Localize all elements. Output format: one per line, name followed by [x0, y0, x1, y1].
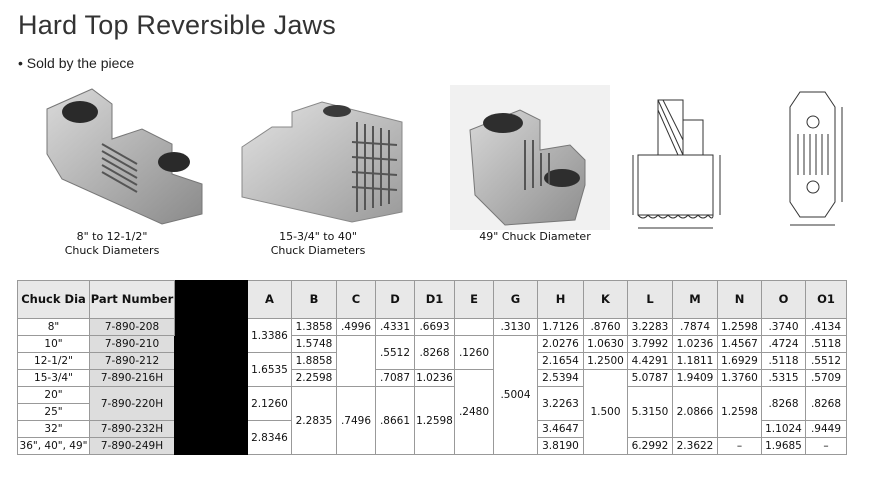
cell-c: .7496 — [337, 387, 376, 455]
col-header-e: E — [455, 281, 494, 319]
cell-h: 2.0276 — [538, 336, 584, 353]
jaw-photo-small — [42, 84, 217, 229]
cell-chuck-dia: 10" — [18, 336, 90, 353]
cell-m: .7874 — [673, 319, 718, 336]
cell-n: 1.4567 — [718, 336, 762, 353]
cell-c-empty — [337, 336, 376, 387]
top-view-drawing — [780, 82, 855, 232]
cell-b: 2.2598 — [292, 370, 337, 387]
jaw-photo-large — [232, 97, 410, 225]
col-header-o: O — [762, 281, 806, 319]
cell-o: .5315 — [762, 370, 806, 387]
cell-b: 1.5748 — [292, 336, 337, 353]
table-row — [18, 370, 847, 387]
cell-chuck-dia: 25" — [18, 404, 90, 421]
caption-line1: 8" to 12-1/2" — [76, 230, 148, 243]
cell-o: .3740 — [762, 319, 806, 336]
col-header-l: L — [628, 281, 673, 319]
table-row — [18, 387, 847, 404]
cell-b: 2.2835 — [292, 387, 337, 455]
caption-line2: Chuck Diameters — [64, 244, 160, 257]
cell-o: .8268 — [762, 387, 806, 421]
cell-e: .2480 — [455, 370, 494, 455]
cell-g: .5004 — [494, 336, 538, 455]
cell-h: 2.1654 — [538, 353, 584, 370]
cell-chuck-dia: 15-3/4" — [18, 370, 90, 387]
cell-h: 1.7126 — [538, 319, 584, 336]
cell-part-number: 7-890-216H — [90, 370, 175, 387]
col-header-b: B — [292, 281, 337, 319]
cell-a: 2.8346 — [248, 421, 292, 455]
col-header-chuck-dia: Chuck Dia — [18, 281, 90, 319]
cell-l: 6.2992 — [628, 438, 673, 455]
cell-d1: 1.2598 — [415, 387, 455, 455]
cell-d: .5512 — [376, 336, 415, 370]
caption-line1: 49" Chuck Diameter — [479, 230, 591, 243]
cell-o1: .5512 — [806, 353, 847, 370]
cell-o: 1.1024 — [762, 421, 806, 438]
cell-k: 1.0630 — [584, 336, 628, 353]
cell-e-empty — [455, 319, 494, 336]
cell-k: 1.500 — [584, 370, 628, 455]
side-view-drawing — [628, 85, 733, 235]
cell-d: .7087 — [376, 370, 415, 387]
cell-k: 1.2500 — [584, 353, 628, 370]
cell-m: 1.9409 — [673, 370, 718, 387]
caption-line1: 15-3/4" to 40" — [279, 230, 357, 243]
cell-o1: .5709 — [806, 370, 847, 387]
cell-m: 1.1811 — [673, 353, 718, 370]
cell-m: 1.0236 — [673, 336, 718, 353]
cell-n: – — [718, 438, 762, 455]
cell-o1: – — [806, 438, 847, 455]
cell-o1: .8268 — [806, 387, 847, 421]
cell-o1: .4134 — [806, 319, 847, 336]
cell-chuck-dia: 36", 40", 49" — [18, 438, 90, 455]
cell-part-number: 7-890-210 — [90, 336, 175, 353]
cell-h: 3.2263 — [538, 387, 584, 421]
table-row — [18, 336, 847, 353]
col-header-c: C — [337, 281, 376, 319]
cell-chuck-dia: 32" — [18, 421, 90, 438]
col-header-d1: D1 — [415, 281, 455, 319]
cell-l: 3.7992 — [628, 336, 673, 353]
cell-l: 4.4291 — [628, 353, 673, 370]
cell-o: 1.9685 — [762, 438, 806, 455]
cell-h: 3.8190 — [538, 438, 584, 455]
caption-small-jaws — [52, 230, 172, 258]
table-header-row — [18, 281, 847, 319]
cell-h: 3.4647 — [538, 421, 584, 438]
cell-k: .8760 — [584, 319, 628, 336]
cell-d1: .8268 — [415, 336, 455, 370]
col-header-m: M — [673, 281, 718, 319]
col-header-n: N — [718, 281, 762, 319]
cell-l: 5.0787 — [628, 370, 673, 387]
redacted-column — [175, 319, 248, 455]
cell-chuck-dia: 8" — [18, 319, 90, 336]
cell-part-number: 7-890-220H — [90, 387, 175, 421]
cell-h: 2.5394 — [538, 370, 584, 387]
cell-part-number: 7-890-208 — [90, 319, 175, 336]
col-header-h: H — [538, 281, 584, 319]
col-header-a: A — [248, 281, 292, 319]
jaw-photo-49 — [450, 85, 610, 230]
cell-o: .4724 — [762, 336, 806, 353]
jaw-spec-table — [17, 280, 847, 455]
cell-n: 1.2598 — [718, 319, 762, 336]
col-header-part-number: Part Number — [90, 281, 175, 319]
cell-n: 1.2598 — [718, 387, 762, 438]
cell-chuck-dia: 20" — [18, 387, 90, 404]
table-row — [18, 319, 847, 336]
page-subtitle: • Sold by the piece — [18, 55, 135, 71]
cell-a: 1.3386 — [248, 319, 292, 353]
cell-part-number: 7-890-249H — [90, 438, 175, 455]
cell-d1: .6693 — [415, 319, 455, 336]
cell-n: 1.3760 — [718, 370, 762, 387]
cell-chuck-dia: 12-1/2" — [18, 353, 90, 370]
caption-line2: Chuck Diameters — [270, 244, 366, 257]
cell-b: 1.8858 — [292, 353, 337, 370]
col-header-g: G — [494, 281, 538, 319]
redacted-column-header — [175, 281, 248, 319]
cell-d: .8661 — [376, 387, 415, 455]
cell-d: .4331 — [376, 319, 415, 336]
col-header-o1: O1 — [806, 281, 847, 319]
cell-b: 1.3858 — [292, 319, 337, 336]
cell-m: 2.3622 — [673, 438, 718, 455]
cell-m: 2.0866 — [673, 387, 718, 438]
caption-large-jaws — [258, 230, 378, 258]
cell-o1: .5118 — [806, 336, 847, 353]
cell-l: 3.2283 — [628, 319, 673, 336]
cell-g: .3130 — [494, 319, 538, 336]
cell-o1: .9449 — [806, 421, 847, 438]
cell-l: 5.3150 — [628, 387, 673, 438]
col-header-k: K — [584, 281, 628, 319]
cell-e: .1260 — [455, 336, 494, 370]
cell-part-number: 7-890-232H — [90, 421, 175, 438]
col-header-d: D — [376, 281, 415, 319]
caption-49-jaw — [470, 230, 600, 244]
cell-a: 1.6535 — [248, 353, 292, 387]
cell-o: .5118 — [762, 353, 806, 370]
cell-d1: 1.0236 — [415, 370, 455, 387]
cell-part-number: 7-890-212 — [90, 353, 175, 370]
cell-a: 2.1260 — [248, 387, 292, 421]
page-title: Hard Top Reversible Jaws — [18, 10, 336, 40]
cell-c: .4996 — [337, 319, 376, 336]
cell-n: 1.6929 — [718, 353, 762, 370]
